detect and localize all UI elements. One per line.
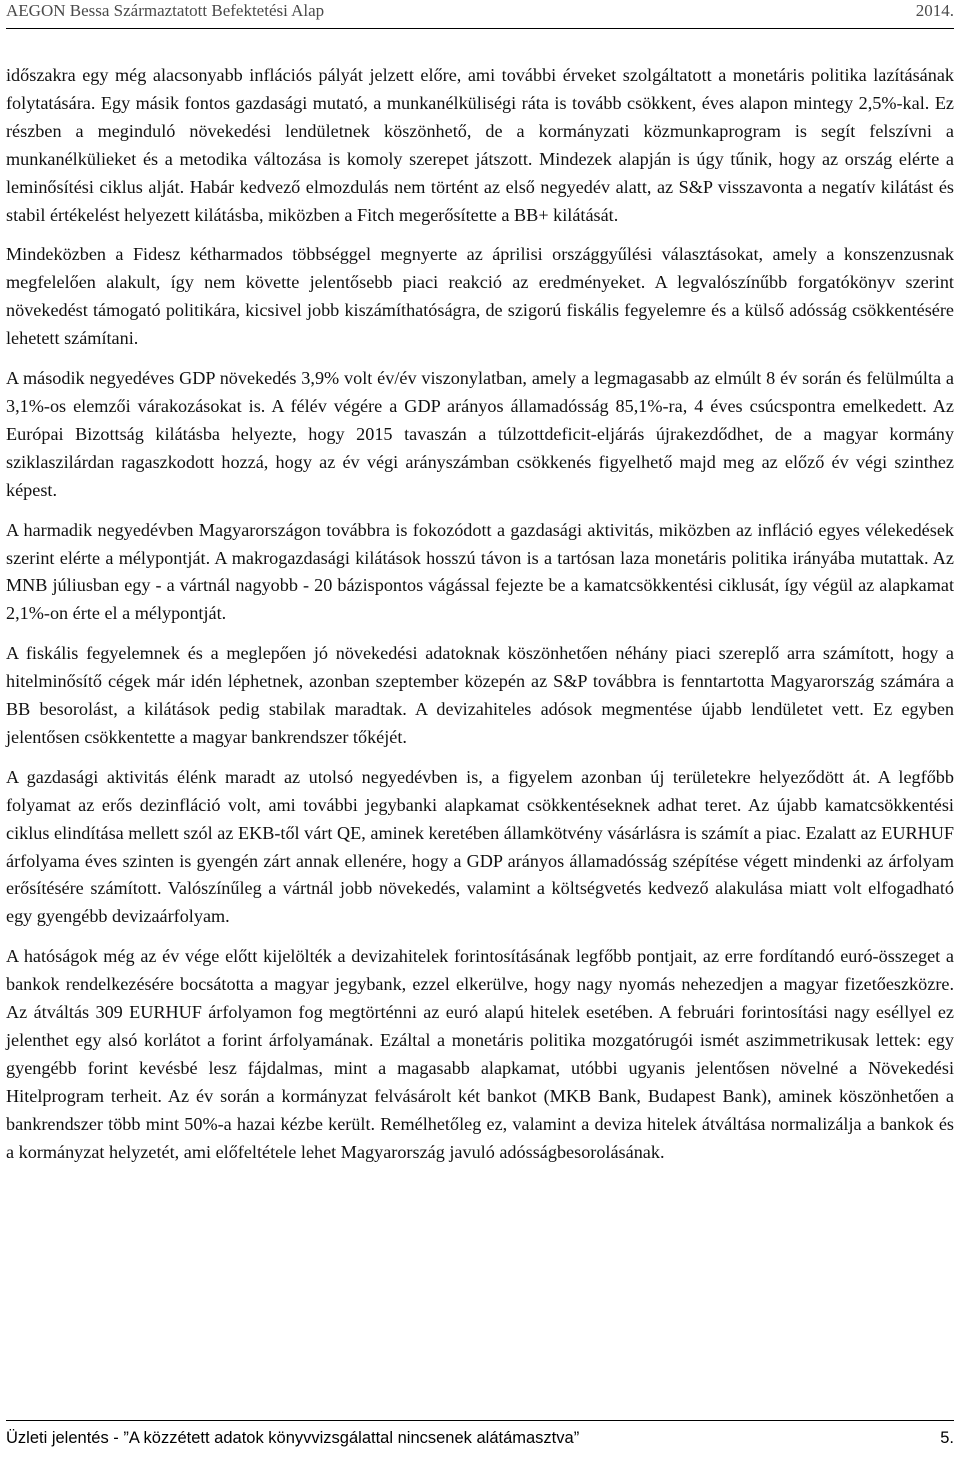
page-number: 5. [940,1429,954,1447]
paragraph-3: A második negyedéves GDP növekedés 3,9% volt év/év viszonylatban, amely a legmagasabb az elmúlt 8 év során és felülmúlta a 3,1%-os elemzői várakozásokat is. A félév végére a GDP arányos államadósság 85,1%-ra, 4 éves csúcspontra emelkedett. Az Európai Bizottság kilátásba helyezte, hogy 2015 tavaszán a túlzottdeficit-eljárás újrakezdődhet, de a magyar kormány sziklaszilárdan ragaszkodott hozzá, hogy az év végi arányszámban csökkenés figyelhető majd meg az előző év végi szinthez képest. [6,368,954,500]
paragraph-6: A gazdasági aktivitás élénk maradt az utolsó negyedévben is, a figyelem azonban új területekre helyeződött át. A legfőbb folyamat az erős dezinfláció volt, ami további jegybanki alapkamat csökkentéseknek adhat teret. Az újabb kamatcsökkentési ciklus elindítása mellett szól az EKB-től várt QE, aminek keretében államkötvény vásárlásra is számít a piac. Ezalatt az EURHUF árfolyama éves szinten is gyengén zárt annak ellenére, hogy a GDP arányos államadósság szépítése végett mindenki az árfolyam erősítésére számított. Valószínűleg a vártnál jobb növekedés, valamint a költségvetés kedvező alakulása miatt volt elfogadható egy gyengébb devizaárfolyam. [6,766,954,927]
paragraph-7: A hatóságok még az év vége előtt kijelölték a devizahitelek forintosításának legfőbb pontjait, az erre fordítandó euró-összeget a bankok rendelkezésére bocsátotta a magyar jegybank, ezzel elkerülve, hogy nagy nyomás nehezedjen a magyar fizetőeszközre. Az átváltás 309 EURHUF árfolyamon fog megtörténni az euró alapú hitelek esetében. A februári forintosítási nagy eséllyel ez jelenthet egy alsó korlátot a forint árfolyamának. Ezáltal a monetáris politika mozgatórugói ismét aszimmetrikusak lettek: egy gyengébb forint kevésbé lesz fájdalmas, mint a magasabb alapkamat, utóbbi ugyanis jelentősen növelné a Növekedési Hitelprogram terheit. Az év során a kormányzat felvásárolt két bankot (MKB Bank, Budapest Bank), aminek köszönhetően a bankrendszer több mint 50%-a hazai kézbe került. Remélhetőleg ez, valamint a deviza hitelek átváltása normalizálja a bankok és a kormányzat helyzetét, ami előfeltétele lehet Magyarország javuló adósságbesorolásának. [6,946,954,1162]
paragraph-5: A fiskális fegyelemnek és a meglepően jó növekedési adatoknak köszönhetően néhány piaci szereplő arra számított, hogy a hitelminősítő cégek már idén léphetnek, azonban szeptember közepén az S&P továbbra is fenntartotta Magyarország számára a BB besorolást, a kilátások pedig stabilak maradtak. A devizahiteles adósok megmentése újabb lendületet vett. Ez egyben jelentősen csökkentette a magyar bankrendszer tőkéjét. [6,643,954,747]
footer-disclaimer: Üzleti jelentés - ”A közzétett adatok könyvvizsgálattal nincsenek alátámasztva” [6,1429,580,1447]
paragraph-2: Mindeközben a Fidesz kétharmados többséggel megnyerte az áprilisi országgyűlési választásokat, amely a konszenzusnak megfelelően alakult, így nem követte jelentősebb piaci reakció az eredményeket. A legvalószínűbb forgatókönyv szerint növekedést támogató politikára, kicsivel jobb kiszámíthatóságra, de szigorú fiskális fegyelemre és a külső adósság csökkentésére lehetett számítani. [6,244,954,349]
document-body [6,62,954,1179]
paragraph-4: A harmadik negyedévben Magyarországon továbbra is fokozódott a gazdasági aktivitás, miközben az infláció egyes vélekedések szerint elérte a mélypontját. A makrogazdasági kilátások hosszú távon is a tartósan laza monetáris politika irányába mutattak. Az MNB júliusban egy - a vártnál nagyobb - 20 bázispontos vágással fejezte be a kamatcsökkentési ciklusát, így végül az alapkamat 2,1%-on érte el a mélypontját. [6,519,954,624]
page-footer [6,1420,954,1461]
page-header [6,0,954,29]
paragraph-1: időszakra egy még alacsonyabb inflációs pályát jelzett előre, ami további érveket szolgáltatott a monetáris politika lazításának folytatására. Egy másik fontos gazdasági mutató, a munkanélküliségi ráta is tovább csökkent, éves alapon mintegy 2,5%-kal. Ez részben a meginduló növekedési lendületnek köszönhető, de a kormányzati közmunkaprogram is segít felszívni a munkanélkülieket és a metodika változása is komoly szerepet játszott. Mindezek alapján is úgy tűnik, hogy az ország elérte a leminősítési ciklus alját. Habár kedvező elmozdulás nem történt az első negyedév alatt, az S&P visszavonta a negatív kilátást és stabil értékelést helyezett kilátásba, miközben a Fitch megerősítette a BB+ kilátását. [6,65,954,225]
fund-title: AEGON Bessa Származtatott Befektetési Alap [6,1,325,20]
report-year: 2014. [915,1,954,20]
